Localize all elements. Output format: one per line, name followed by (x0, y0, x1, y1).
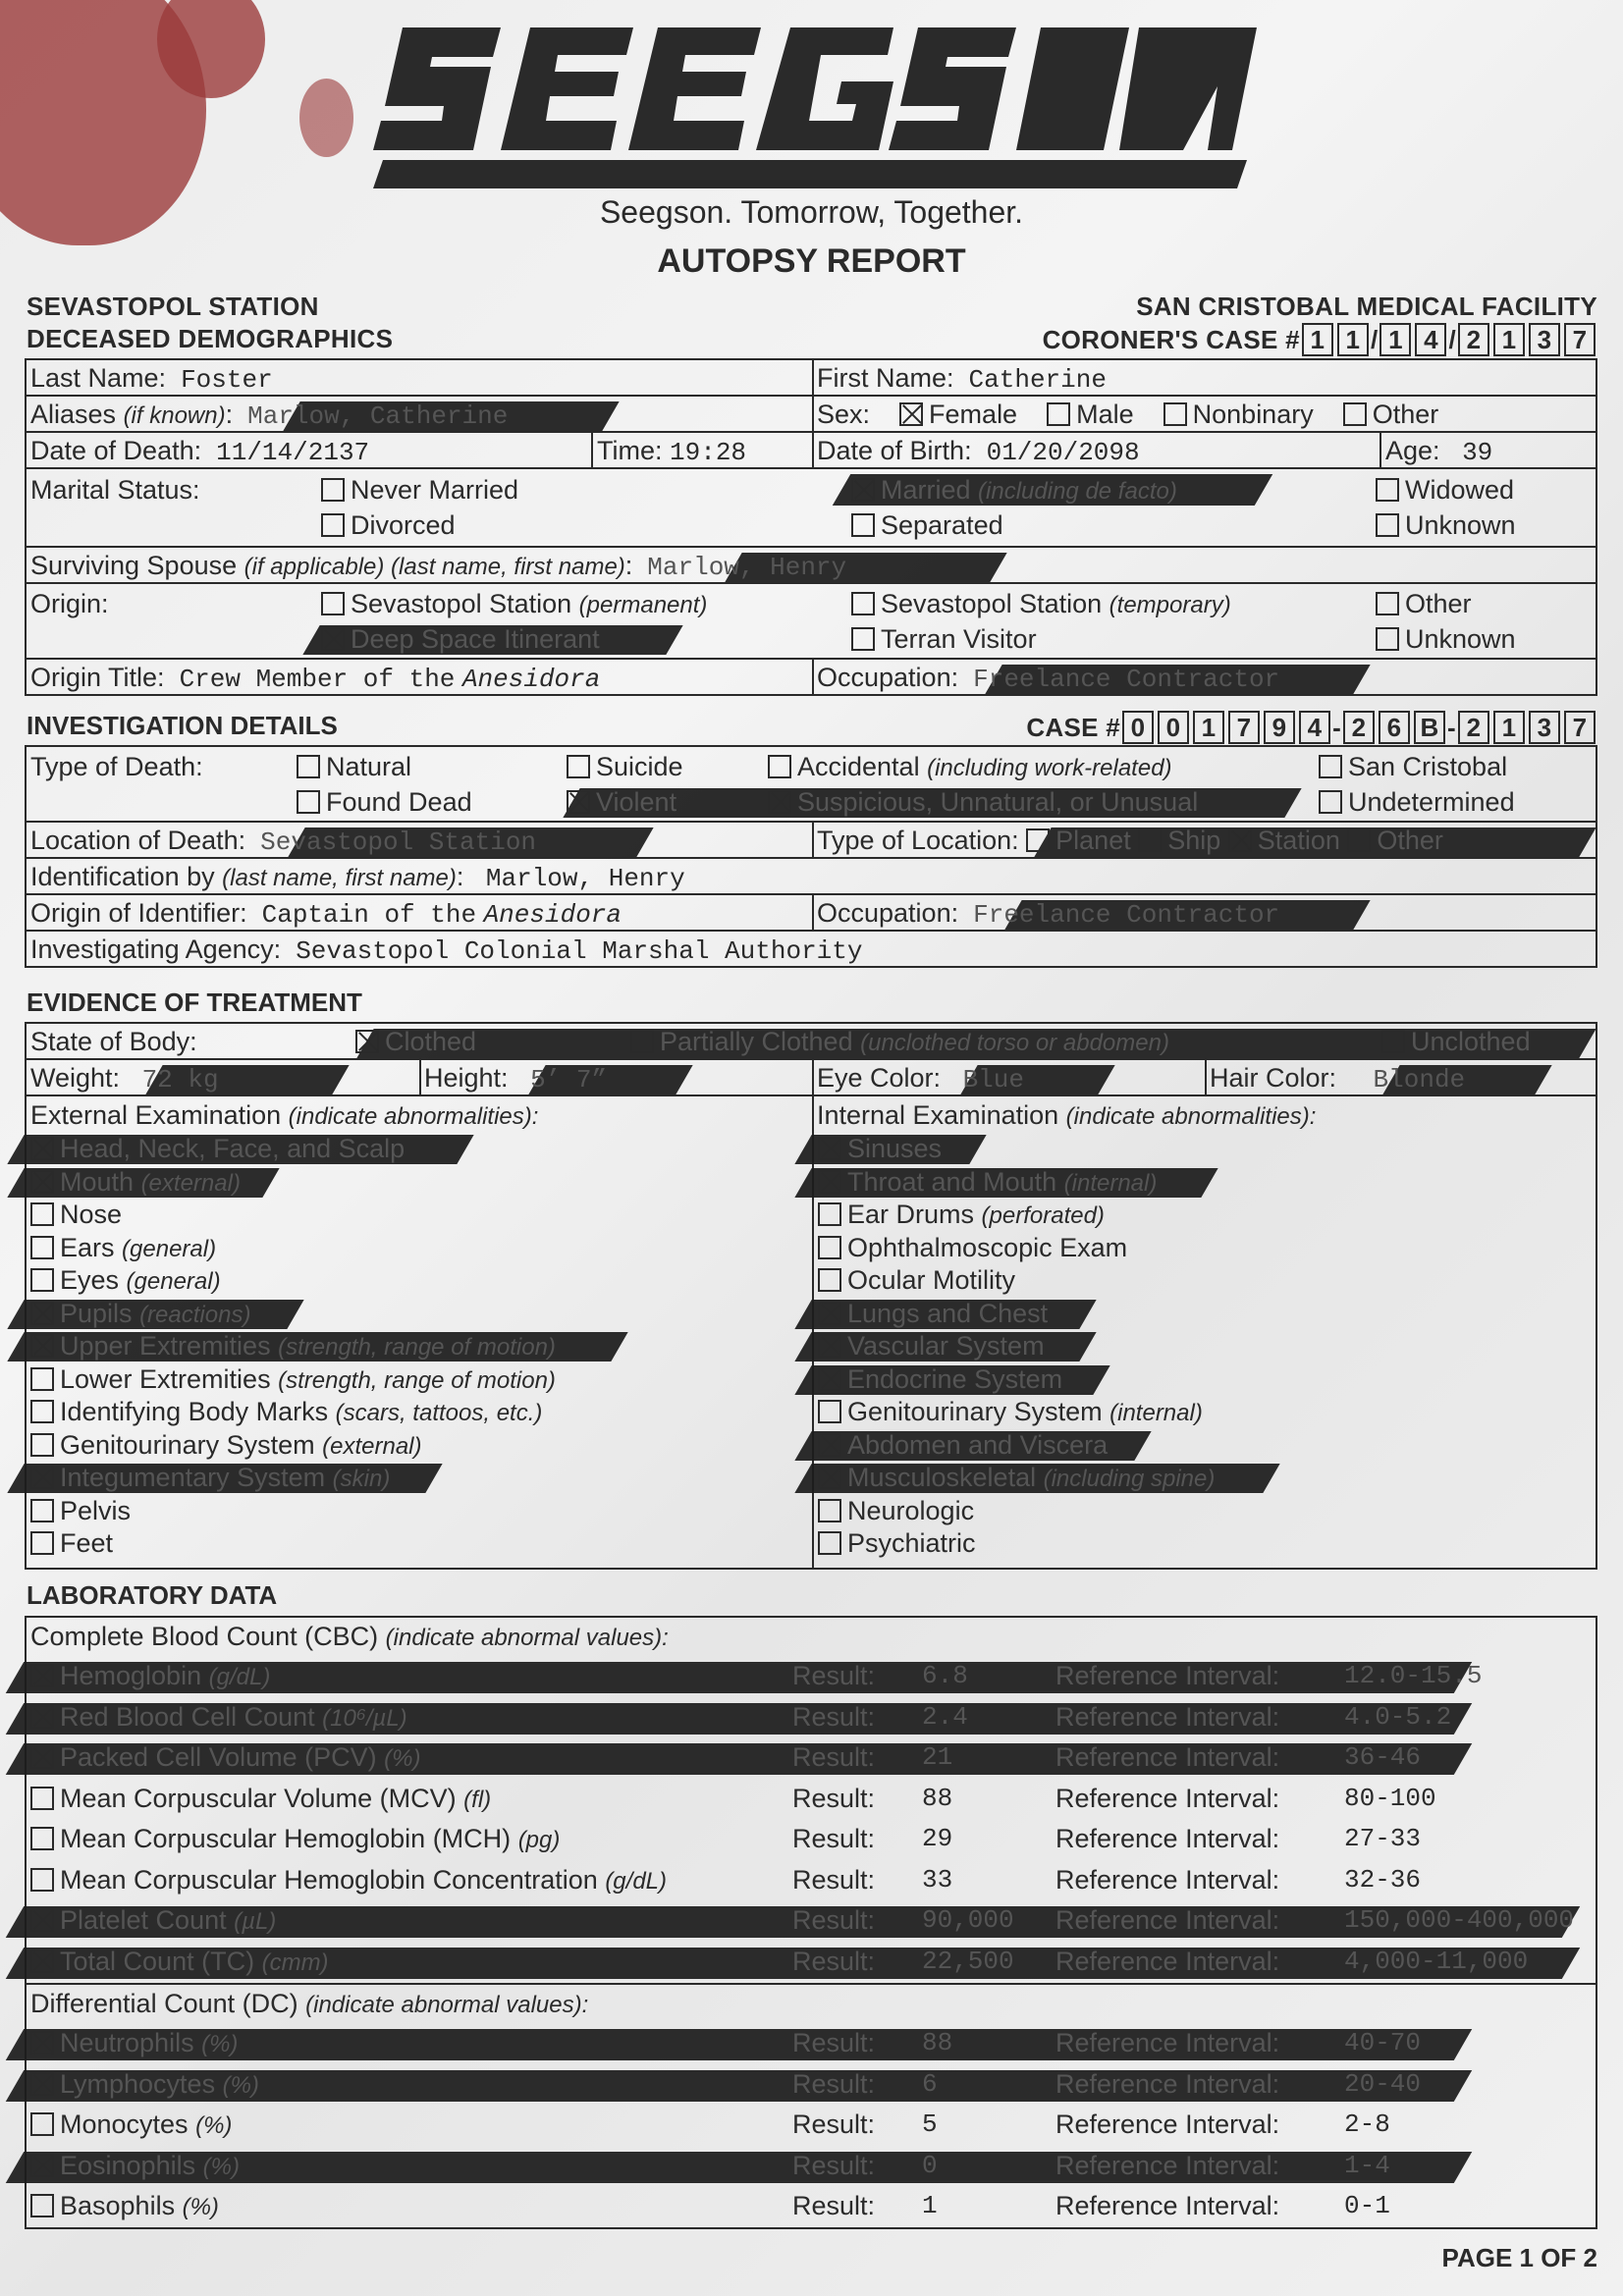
reference-value: 2-8 (1344, 2109, 1390, 2139)
internal-exam-item: Ophthalmoscopic Exam (818, 1231, 1127, 1264)
coroner-case-number (1300, 325, 1597, 354)
row-names: Last Name: Foster First Name: Catherine (25, 358, 1597, 397)
separator: - (1332, 713, 1342, 742)
exam-table: External Examination (indicate abnormalities): Internal Examination (indicate abnormalities): Head, Neck, Face, and Scalp Mouth (external) Nose Ears (general) Eyes (general) Pupils (reactions) Upper Extremities (strength, range of motion) Lower Extremities (strength, range of motion) Identifying Body Marks (scars, tattoos, etc.) Genitourinary System (external) Integumentary System (skin) Pelvis Feet Sinuses Throat and Mouth (internal) Ear Drums (perforated) Ophthalmoscopic Exam Ocular Motility Lungs and Chest Vascular System Endocrine System Genitourinary System (internal) Abdomen and Viscera Musculoskeletal (including spine) Neurologic Psychiatric (25, 1095, 1597, 1570)
internal-exam-item: Endocrine System (818, 1362, 1062, 1396)
unclothed-checkbox[interactable] (1381, 1030, 1405, 1053)
digit-box: 3 (1529, 711, 1560, 744)
lab-checkbox[interactable] (30, 2072, 54, 2096)
internal-exam-item: Ear Drums (perforated) (818, 1198, 1105, 1233)
result-value: 29 (922, 1824, 953, 1853)
reference-label: Reference Interval: (1055, 1661, 1280, 1690)
digit-box: B (1414, 711, 1445, 744)
origin-deep-space-checkbox[interactable] (321, 627, 345, 651)
loc-station-checkbox[interactable] (1228, 828, 1252, 852)
widowed-checkbox[interactable] (1376, 478, 1399, 502)
external-exam-checkbox[interactable] (30, 1334, 54, 1358)
external-exam-checkbox[interactable] (30, 1499, 54, 1522)
lab-row-name: Basophils (%) (30, 2189, 219, 2224)
digit-box: 1 (1337, 323, 1369, 356)
internal-exam-item: Musculoskeletal (including spine) (818, 1461, 1215, 1496)
sex-male-checkbox[interactable] (1047, 402, 1070, 426)
lab-row-name: Total Count (TC) (cmm) (30, 1945, 329, 1980)
result-label: Result: (792, 2109, 876, 2139)
lab-checkbox[interactable] (30, 2031, 54, 2055)
digit-box: 9 (1264, 711, 1295, 744)
blood-stain (299, 79, 353, 157)
external-exam-item: Upper Extremities (strength, range of motion) (30, 1329, 556, 1364)
divorced-checkbox[interactable] (321, 513, 345, 537)
accidental-checkbox[interactable] (768, 755, 791, 778)
loc-ship-checkbox[interactable] (1138, 828, 1162, 852)
result-label: Result: (792, 1946, 876, 1976)
internal-exam-checkbox[interactable] (818, 1202, 841, 1226)
result-value: 1 (922, 2191, 938, 2220)
result-value: 5 (922, 2109, 938, 2139)
external-exam-checkbox[interactable] (30, 1202, 54, 1226)
reference-value: 12.0-15.5 (1344, 1661, 1483, 1690)
reference-label: Reference Interval: (1055, 2068, 1280, 2099)
row-state-of-body: State of Body: Clothed Partially Clothed (unclothed torso or abdomen) Unclothed (25, 1022, 1597, 1060)
external-exam-checkbox[interactable] (30, 1268, 54, 1292)
lab-row-name: Hemoglobin (g/dL) (30, 1659, 270, 1694)
reference-value: 27-33 (1344, 1824, 1422, 1853)
internal-exam-item: Ocular Motility (818, 1263, 1015, 1297)
sex-female-checkbox[interactable] (899, 402, 923, 426)
first-name-value: Catherine (968, 365, 1107, 395)
result-label: Result: (792, 2068, 876, 2099)
external-exam-checkbox[interactable] (30, 1400, 54, 1423)
internal-exam-checkbox[interactable] (818, 1499, 841, 1522)
reference-value: 4,000-11,000 (1344, 1946, 1529, 1976)
result-label: Result: (792, 1742, 876, 1772)
reference-label: Reference Interval: (1055, 2109, 1280, 2139)
found-dead-checkbox[interactable] (297, 790, 320, 814)
external-exam-item: Lower Extremities (strength, range of motion) (30, 1362, 556, 1398)
reference-value: 1-4 (1344, 2150, 1390, 2180)
lab-checkbox[interactable] (30, 1745, 54, 1769)
origin-permanent-checkbox[interactable] (321, 592, 345, 615)
last-name-value: Foster (181, 365, 273, 395)
suspicious-checkbox[interactable] (768, 790, 791, 814)
external-exam-item: Pupils (reactions) (30, 1297, 250, 1332)
reference-label: Reference Interval: (1055, 1824, 1280, 1853)
never-married-checkbox[interactable] (321, 478, 345, 502)
loc-other-checkbox[interactable] (1347, 828, 1371, 852)
row-marital: Marital Status: Never Married Divorced Married (including de facto) Separated Widowed Unknown (25, 467, 1597, 548)
treatment-heading: EVIDENCE OF TREATMENT (27, 988, 362, 1017)
result-value: 22,500 (922, 1946, 1014, 1976)
separated-checkbox[interactable] (851, 513, 875, 537)
page-number: PAGE 1 OF 2 (1441, 2243, 1597, 2272)
case-number: CASE # 0 0 1 7 9 4 - 2 6 B - 2 1 3 7 (1026, 711, 1597, 744)
internal-exam-checkbox[interactable] (818, 1433, 841, 1457)
reference-value: 32-36 (1344, 1864, 1422, 1895)
digit-box: 7 (1228, 711, 1260, 744)
reference-value: 4.0-5.2 (1344, 1701, 1452, 1732)
header-left: SEVASTOPOL STATION DECEASED DEMOGRAPHICS (27, 292, 394, 353)
result-label: Result: (792, 1701, 876, 1732)
lab-row-name: Platelet Count (µL) (30, 1903, 276, 1939)
internal-exam-checkbox[interactable] (818, 1466, 841, 1489)
partially-clothed-checkbox[interactable] (630, 1030, 654, 1053)
digit-box: 2 (1458, 711, 1489, 744)
internal-exam-checkbox[interactable] (818, 1236, 841, 1259)
external-exam-item: Integumentary System (skin) (30, 1461, 390, 1496)
digit-box: 7 (1564, 323, 1596, 356)
row-type-of-death: Type of Death: Natural Found Dead Suicide Violent Accidental (including work-related) Suspicious, Unnatural, or Unusual San Cristobal Undetermined (25, 745, 1597, 823)
external-exam-item: Mouth (external) (30, 1165, 241, 1201)
reference-value: 40-70 (1344, 2028, 1422, 2057)
result-value: 88 (922, 1783, 953, 1813)
row-spouse: Surviving Spouse (if applicable) (last name, first name): Marlow, Henry (25, 546, 1597, 584)
sex-other-checkbox[interactable] (1343, 402, 1367, 426)
external-exam-checkbox[interactable] (30, 1302, 54, 1325)
suicide-checkbox[interactable] (567, 755, 590, 778)
digit-box: 6 (1379, 711, 1410, 744)
internal-exam-item: Lungs and Chest (818, 1297, 1048, 1330)
unknown-marital-checkbox[interactable] (1376, 513, 1399, 537)
lab-checkbox[interactable] (30, 1705, 54, 1729)
internal-exam-item: Sinuses (818, 1132, 942, 1165)
external-exam-item: Nose (30, 1198, 122, 1231)
result-label: Result: (792, 1661, 876, 1690)
lab-checkbox[interactable] (30, 1949, 54, 1973)
lab-checkbox[interactable] (30, 1787, 54, 1810)
row-aliases-sex: Aliases (if known): Marlow, Catherine Sex: Female Male Nonbinary Other (25, 395, 1597, 433)
internal-exam-item: Psychiatric (818, 1526, 976, 1560)
origin-unknown-checkbox[interactable] (1376, 627, 1399, 651)
external-exam-checkbox[interactable] (30, 1367, 54, 1391)
digit-box: 1 (1193, 711, 1224, 744)
internal-exam-item: Neurologic (818, 1494, 974, 1527)
external-exam-checkbox[interactable] (30, 1170, 54, 1194)
digit-box: 3 (1529, 323, 1560, 356)
lab-checkbox[interactable] (30, 1908, 54, 1932)
result-value: 90,000 (922, 1905, 1014, 1935)
lab-row-name: Mean Corpuscular Volume (MCV) (fl) (30, 1782, 491, 1817)
lab-row-name: Packed Cell Volume (PCV) (%) (30, 1740, 420, 1776)
result-label: Result: (792, 1783, 876, 1813)
lab-checkbox[interactable] (30, 2154, 54, 2177)
clothed-checkbox[interactable] (355, 1030, 379, 1053)
reference-value: 150,000-400,000 (1344, 1905, 1575, 1935)
reference-label: Reference Interval: (1055, 1905, 1280, 1935)
result-value: 33 (922, 1864, 953, 1895)
digit-box: 4 (1415, 323, 1446, 356)
reference-label: Reference Interval: (1055, 2191, 1280, 2220)
lab-row-name: Mean Corpuscular Hemoglobin Concentration (g/dL) (30, 1863, 667, 1898)
lab-row-name: Mean Corpuscular Hemoglobin (MCH) (pg) (30, 1822, 560, 1857)
digit-box: 1 (1493, 711, 1525, 744)
external-exam-item: Head, Neck, Face, and Scalp (30, 1132, 405, 1165)
sex-nonbinary-checkbox[interactable] (1163, 402, 1187, 426)
digit-box: 1 (1493, 323, 1525, 356)
result-value: 0 (922, 2150, 938, 2180)
lab-row-name: Eosinophils (%) (30, 2149, 240, 2184)
external-exam-item: Genitourinary System (external) (30, 1428, 422, 1464)
lab-heading: LABORATORY DATA (27, 1580, 278, 1610)
natural-checkbox[interactable] (297, 755, 320, 778)
internal-exam-item: Vascular System (818, 1329, 1045, 1362)
result-value: 6 (922, 2068, 938, 2099)
digit-box: 0 (1158, 711, 1189, 744)
internal-exam-item: Throat and Mouth (internal) (818, 1165, 1157, 1201)
seegson-logo (373, 27, 1257, 188)
reference-label: Reference Interval: (1055, 1864, 1280, 1895)
internal-exam-checkbox[interactable] (818, 1268, 841, 1292)
lab-row-name: Monocytes (%) (30, 2108, 232, 2143)
reference-value: 36-46 (1344, 1742, 1422, 1772)
lab-checkbox[interactable] (30, 1868, 54, 1892)
lab-row-name: Neutrophils (%) (30, 2026, 238, 2061)
external-exam-item: Identifying Body Marks (scars, tattoos, etc.) (30, 1395, 542, 1430)
origin-temporary-checkbox[interactable] (851, 592, 875, 615)
row-identifier-origin: Origin of Identifier: Captain of the Anesidora Occupation: Freelance Contractor (25, 893, 1597, 932)
separator: / (1448, 325, 1456, 354)
result-label: Result: (792, 2150, 876, 2180)
external-exam-checkbox[interactable] (30, 1137, 54, 1160)
external-exam-item: Eyes (general) (30, 1263, 221, 1299)
external-exam-checkbox[interactable] (30, 1433, 54, 1457)
reference-label: Reference Interval: (1055, 1742, 1280, 1772)
row-origin-title: Origin Title: Crew Member of the Anesidora Occupation: Freelance Contractor (25, 658, 1597, 696)
internal-exam-checkbox[interactable] (818, 1531, 841, 1555)
lab-checkbox[interactable] (30, 2112, 54, 2136)
lab-checkbox[interactable] (30, 1827, 54, 1850)
origin-other-checkbox[interactable] (1376, 592, 1399, 615)
result-value: 6.8 (922, 1661, 968, 1690)
internal-exam-item: Genitourinary System (internal) (818, 1395, 1203, 1430)
internal-exam-checkbox[interactable] (818, 1302, 841, 1325)
married-checkbox[interactable] (851, 478, 875, 502)
external-exam-item: Ears (general) (30, 1231, 216, 1266)
external-exam-checkbox[interactable] (30, 1236, 54, 1259)
digit-box: 2 (1343, 711, 1375, 744)
internal-exam-item: Abdomen and Viscera (818, 1428, 1108, 1462)
undetermined-checkbox[interactable] (1319, 790, 1342, 814)
internal-exam-checkbox[interactable] (818, 1400, 841, 1423)
result-label: Result: (792, 2191, 876, 2220)
digit-box: 1 (1380, 323, 1411, 356)
reference-value: 0-1 (1344, 2191, 1390, 2220)
digit-box: 4 (1299, 711, 1330, 744)
result-value: 2.4 (922, 1701, 968, 1732)
result-label: Result: (792, 2028, 876, 2057)
row-agency: Investigating Agency: Sevastopol Colonial Marshal Authority (25, 930, 1597, 968)
external-exam-checkbox[interactable] (30, 1466, 54, 1489)
investigation-heading: INVESTIGATION DETAILS (27, 711, 338, 740)
reference-label: Reference Interval: (1055, 2150, 1280, 2180)
report-title: AUTOPSY REPORT (657, 242, 966, 280)
row-location: Location of Death: Sevastopol Station Type of Location: Planet Ship Station Other (25, 821, 1597, 859)
loc-planet-checkbox[interactable] (1026, 828, 1050, 852)
reference-value: 20-40 (1344, 2068, 1422, 2099)
header-right: SAN CRISTOBAL MEDICAL FACILITY CORONER'S CASE # 1 1 / 1 4 / 2 1 3 7 (1042, 292, 1597, 354)
separator: - (1447, 713, 1456, 742)
reference-label: Reference Interval: (1055, 1701, 1280, 1732)
row-origin: Origin: Sevastopol Station (permanent) Deep Space Itinerant Sevastopol Station (temporary) Terran Visitor Other Unknown (25, 582, 1597, 660)
external-exam-item: Pelvis (30, 1494, 131, 1527)
origin-terran-checkbox[interactable] (851, 627, 875, 651)
separator: / (1370, 325, 1379, 354)
result-value: 88 (922, 2028, 953, 2057)
internal-exam-checkbox[interactable] (818, 1367, 841, 1391)
lab-checkbox[interactable] (30, 2194, 54, 2217)
reference-label: Reference Interval: (1055, 1783, 1280, 1813)
internal-exam-checkbox[interactable] (818, 1137, 841, 1160)
internal-exam-checkbox[interactable] (818, 1334, 841, 1358)
reference-value: 80-100 (1344, 1783, 1436, 1813)
san-cristobal-checkbox[interactable] (1319, 755, 1342, 778)
external-exam-item: Feet (30, 1526, 113, 1560)
digit-box: 0 (1122, 711, 1154, 744)
row-identification: Identification by (last name, first name): Marlow, Henry (25, 857, 1597, 895)
row-dates: Date of Death: 11/14/2137 Time: 19:28 Date of Birth: 01/20/2098 Age: 39 (25, 431, 1597, 469)
lab-table: Complete Blood Count (CBC) (indicate abnormal values): Hemoglobin (g/dL) Result: 6.8 Reference Interval: 12.0-15.5 Red Blood Cell Count (10⁶/µL) Result: 2.4 Reference Interval: 4.0-5.2 Packed Cell Volume (PCV) (%) Result: 21 Reference Interval: 36-46 Mean Corpuscular Volume (MCV) (fl) Result: 88 Reference Interval: 80-100 Mean Corpuscular Hemoglobin (MCH) (pg) Result: 29 Reference Interval: 27-33 Mean Corpuscular Hemoglobin Concentration (g/dL) Result: 33 Reference Interval: 32-36 Platelet Count (µL) Result: 90,000 Reference Interval: 150,000-400,000 Total Count (TC) (cmm) Result: 22,500 Reference Interval: 4,000-11,000 Differential Count (DC) (indicate abnormal values): Neutrophils (%) Result: 88 Reference Interval: 40-70 Lymphocytes (%) Result: 6 Reference Interval: 20-40 Monocytes (%) Result: 5 Reference Interval: 2-8 Eosinophils (%) Result: 0 Reference Interval: 1-4 Basophils (%) Result: 1 Reference Interval: 0-1 (25, 1616, 1597, 2229)
lab-row-name: Lymphocytes (%) (30, 2067, 259, 2103)
reference-label: Reference Interval: (1055, 1946, 1280, 1976)
aliases-value: Marlow, Catherine (247, 401, 509, 431)
internal-exam-checkbox[interactable] (818, 1170, 841, 1194)
result-value: 21 (922, 1742, 953, 1772)
external-exam-checkbox[interactable] (30, 1531, 54, 1555)
result-label: Result: (792, 1864, 876, 1895)
row-physical: Weight: 72 kg Height: 5’ 7” Eye Color: Blue Hair Color: Blonde (25, 1058, 1597, 1096)
tagline: Seegson. Tomorrow, Together. (599, 194, 1024, 230)
result-label: Result: (792, 1824, 876, 1853)
digit-box: 1 (1302, 323, 1333, 356)
lab-row-name: Red Blood Cell Count (10⁶/µL) (30, 1700, 407, 1735)
reference-label: Reference Interval: (1055, 2028, 1280, 2057)
result-label: Result: (792, 1905, 876, 1935)
violent-checkbox[interactable] (567, 790, 590, 814)
digit-box: 7 (1564, 711, 1596, 744)
digit-box: 2 (1458, 323, 1489, 356)
lab-checkbox[interactable] (30, 1664, 54, 1687)
